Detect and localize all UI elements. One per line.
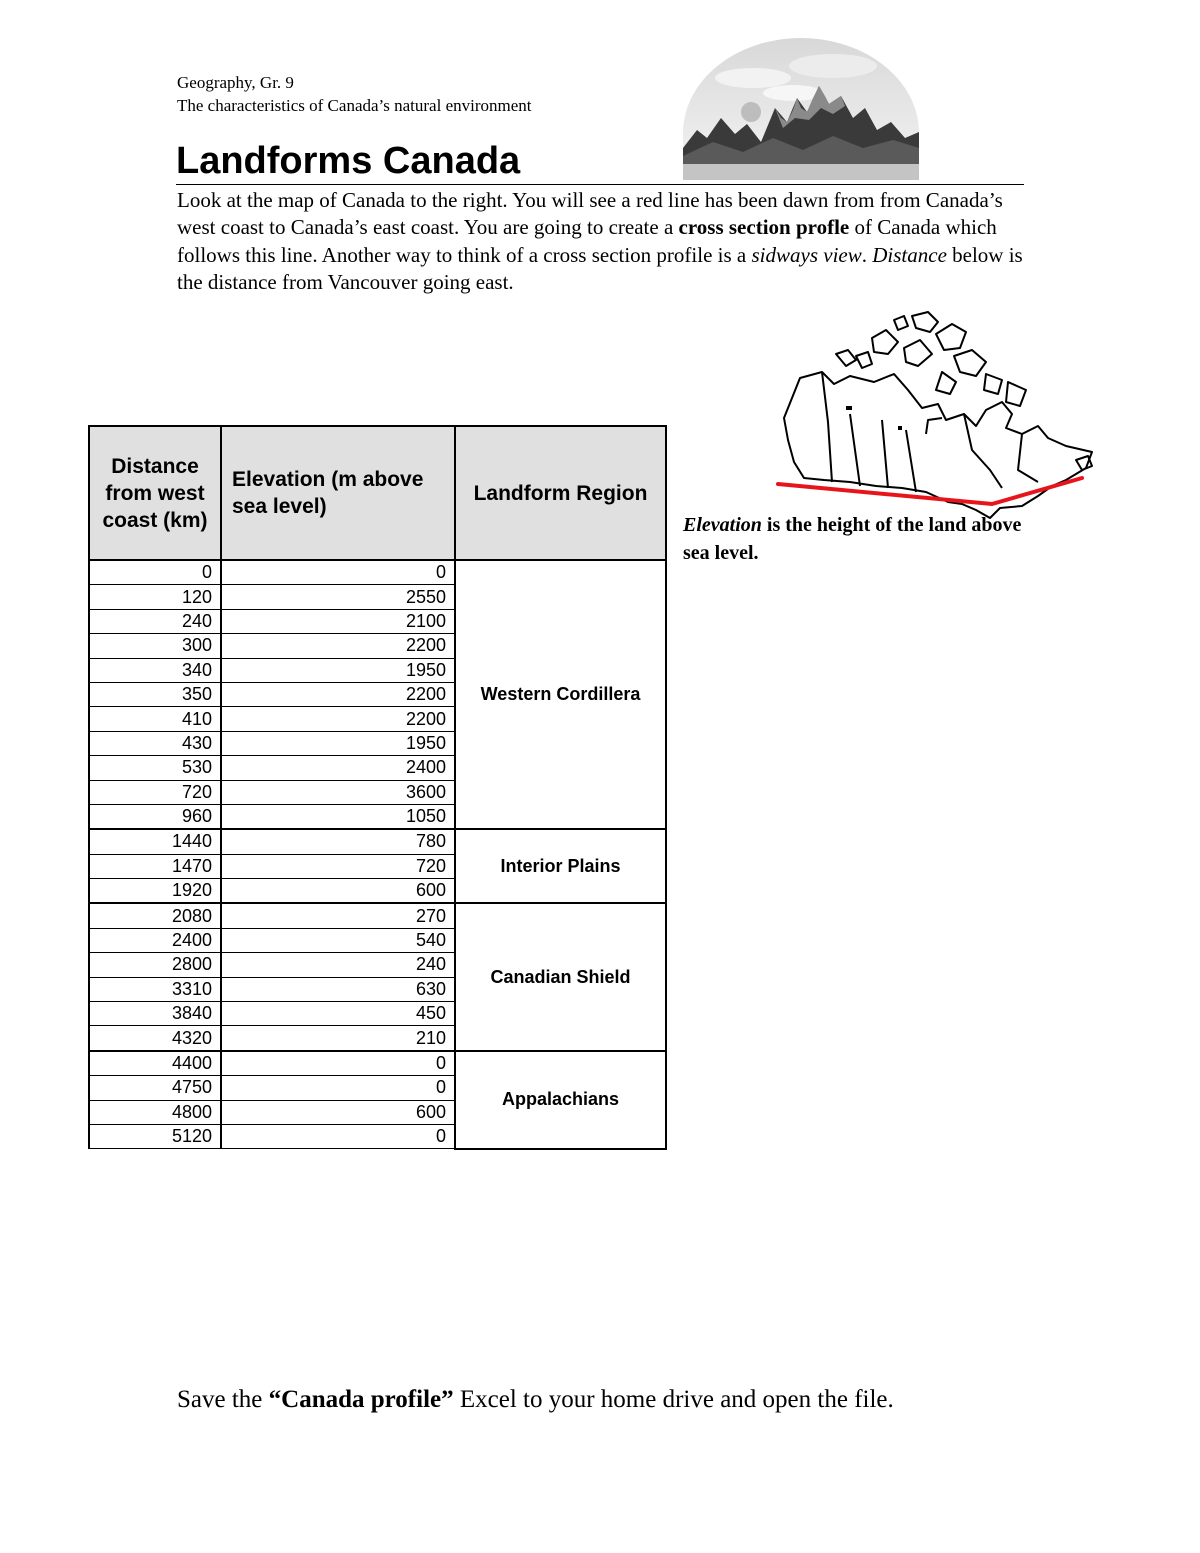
intro-italic-distance: Distance xyxy=(872,242,947,267)
table-row xyxy=(89,1051,666,1076)
mountain-landscape-icon xyxy=(683,38,919,180)
save-instruction xyxy=(177,1384,894,1416)
elevation-cell: 600 xyxy=(221,1100,455,1124)
landform-region-cell: Canadian Shield xyxy=(455,903,666,1050)
intro-text-3: . xyxy=(861,242,873,267)
distance-cell: 4750 xyxy=(89,1076,221,1100)
elevation-cell: 2100 xyxy=(221,609,455,633)
table-row xyxy=(89,903,666,928)
distance-cell: 1470 xyxy=(89,854,221,878)
distance-cell: 960 xyxy=(89,804,221,829)
landform-region-cell: Appalachians xyxy=(455,1051,666,1149)
elevation-cell: 2550 xyxy=(221,585,455,609)
distance-column-header: Distance from west coast (km) xyxy=(89,426,221,560)
region-column-header: Landform Region xyxy=(455,426,666,560)
save-instruction-post: Excel to your home drive and open the file. xyxy=(453,1386,894,1413)
landform-region-cell: Western Cordillera xyxy=(455,560,666,829)
elevation-cell: 540 xyxy=(221,928,455,952)
elevation-term: Elevation xyxy=(683,514,762,536)
distance-cell: 530 xyxy=(89,756,221,780)
save-instruction-pre: Save the xyxy=(177,1386,269,1413)
elevation-cell: 0 xyxy=(221,1051,455,1076)
elevation-cell: 450 xyxy=(221,1002,455,1026)
distance-cell: 430 xyxy=(89,731,221,755)
table-body xyxy=(89,560,666,1149)
title-divider xyxy=(176,184,1024,185)
elevation-definition-text: is the height of the land above sea level. xyxy=(683,514,1022,564)
distance-cell: 1920 xyxy=(89,879,221,904)
elevation-cell: 2200 xyxy=(221,707,455,731)
distance-cell: 2400 xyxy=(89,928,221,952)
canada-map-icon xyxy=(776,310,1098,540)
elevation-cell: 270 xyxy=(221,903,455,928)
distance-cell: 240 xyxy=(89,609,221,633)
distance-cell: 5120 xyxy=(89,1124,221,1148)
intro-italic-term: sidways view xyxy=(751,242,862,267)
distance-cell: 350 xyxy=(89,682,221,706)
distance-cell: 300 xyxy=(89,634,221,658)
elevation-cell: 1950 xyxy=(221,658,455,682)
distance-cell: 4800 xyxy=(89,1100,221,1124)
elevation-cell: 1950 xyxy=(221,731,455,755)
elevation-cell: 600 xyxy=(221,879,455,904)
distance-cell: 120 xyxy=(89,585,221,609)
page-title: Landforms Canada xyxy=(176,140,521,182)
distance-cell: 3840 xyxy=(89,1002,221,1026)
elevation-cell: 2200 xyxy=(221,634,455,658)
elevation-cell: 240 xyxy=(221,953,455,977)
elevation-cell: 0 xyxy=(221,560,455,585)
distance-cell: 720 xyxy=(89,780,221,804)
course-label: Geography, Gr. 9 xyxy=(177,73,294,92)
elevation-cell: 1050 xyxy=(221,804,455,829)
elevation-cell: 2200 xyxy=(221,682,455,706)
distance-cell: 2800 xyxy=(89,953,221,977)
elevation-cell: 3600 xyxy=(221,780,455,804)
elevation-cell: 0 xyxy=(221,1076,455,1100)
distance-cell: 2080 xyxy=(89,903,221,928)
intro-paragraph xyxy=(177,187,1029,296)
elevation-cell: 630 xyxy=(221,977,455,1001)
distance-cell: 410 xyxy=(89,707,221,731)
intro-text-2: of Canada which follows this line. Another way to think of a cross section profile is a xyxy=(177,215,997,267)
table-header-row xyxy=(89,426,666,560)
table-row xyxy=(89,560,666,585)
elevation-cell: 780 xyxy=(221,829,455,854)
elevation-cell: 2400 xyxy=(221,756,455,780)
elevation-definition xyxy=(683,511,1028,567)
save-instruction-filename: “Canada profile” xyxy=(268,1386,454,1413)
elevation-data-table xyxy=(88,425,667,1150)
landform-region-cell: Interior Plains xyxy=(455,829,666,903)
elevation-cell: 720 xyxy=(221,854,455,878)
distance-cell: 340 xyxy=(89,658,221,682)
elevation-cell: 0 xyxy=(221,1124,455,1148)
intro-bold-term: cross section profle xyxy=(678,215,850,240)
intro-text-4: below is the distance from Vancouver going east. xyxy=(177,242,1023,294)
distance-cell: 0 xyxy=(89,560,221,585)
topic-label: The characteristics of Canada’s natural environment xyxy=(177,96,532,115)
table-row xyxy=(89,829,666,854)
distance-cell: 3310 xyxy=(89,977,221,1001)
distance-cell: 4400 xyxy=(89,1051,221,1076)
distance-cell: 1440 xyxy=(89,829,221,854)
distance-cell: 4320 xyxy=(89,1026,221,1051)
elevation-column-header: Elevation (m above sea level) xyxy=(221,426,455,560)
elevation-cell: 210 xyxy=(221,1026,455,1051)
intro-text-1: Look at the map of Canada to the right. You will see a red line has been dawn from from Canada’s west coast to Canada’s east coast. You are going to create a xyxy=(177,188,1003,240)
